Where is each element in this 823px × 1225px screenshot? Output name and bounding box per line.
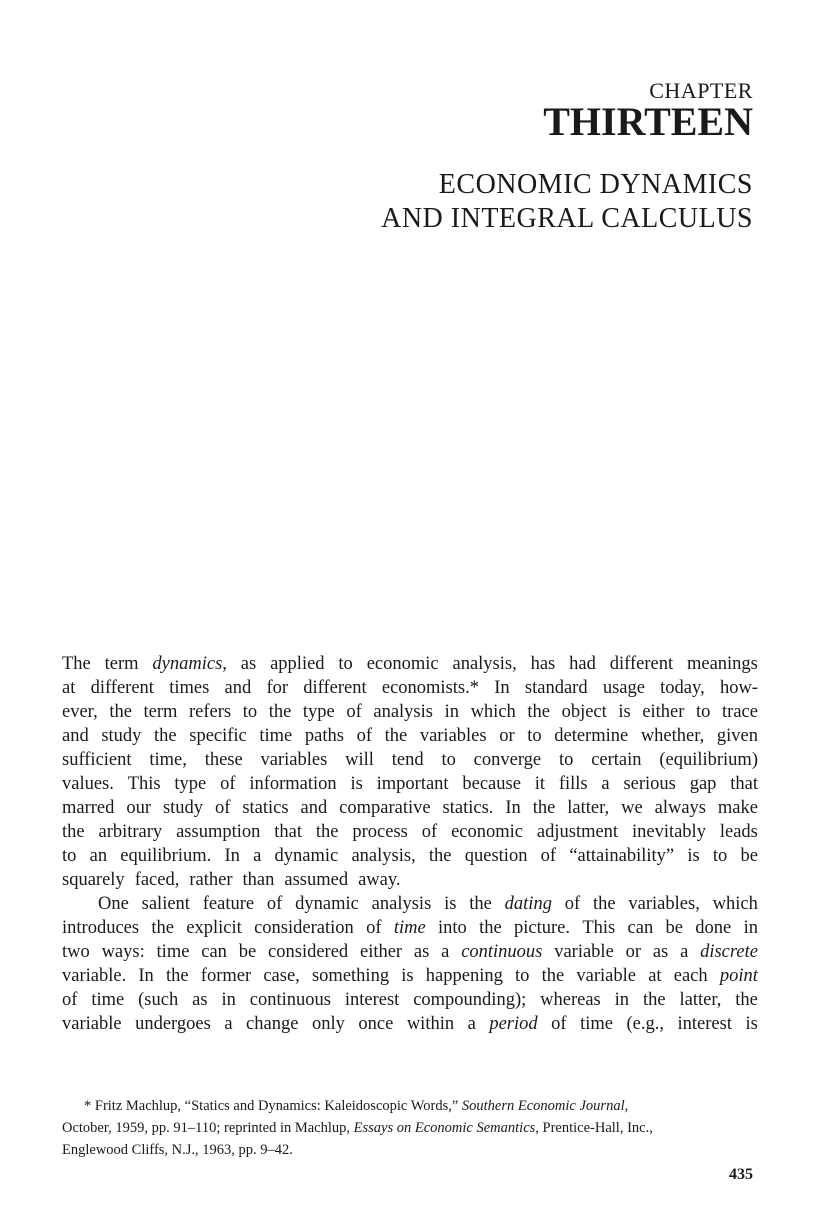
word: will [345,750,374,770]
word: that [274,822,302,842]
word: only [311,1014,345,1034]
word: introduces [62,918,140,938]
word: trace [722,702,758,722]
word: picture. [514,918,570,938]
footnote-text: * Fritz Machlup, “Statics and Dynamics: Kaleidoscopic Words,” [84,1098,462,1114]
word: type [302,702,335,722]
word: arbitrary [98,822,163,842]
word: analysis [371,894,432,914]
footnote-line-1 [62,1095,758,1117]
word: considered [268,942,349,962]
footnote-line-3: Englewood Cliffs, N.J., 1963, pp. 9–42. [62,1142,293,1158]
footnote-journal-title: Southern Economic Journal [461,1098,625,1114]
word: in [743,918,758,938]
word: gap [689,774,717,794]
word: feature [202,894,255,914]
word: In [224,846,240,866]
word: that [730,774,758,794]
word: time [156,942,190,962]
word: variables [419,726,487,746]
word: specific [189,726,247,746]
word: at [62,678,76,698]
word: for [266,678,289,698]
chapter-label: CHAPTER [649,78,753,103]
word: change [246,1014,299,1034]
word: always [654,798,706,818]
word: is [444,894,457,914]
word: the [469,894,492,914]
word: determine [554,726,629,746]
word: different [609,654,674,674]
word: as [192,990,208,1010]
word: is [618,702,631,722]
word: “attainability” [569,846,675,866]
word: as [652,942,669,962]
word: variable. [62,966,127,986]
word: our [126,798,151,818]
word: study [162,798,204,818]
word: each [673,966,708,986]
paragraph-2 [62,892,758,1036]
word: time [259,726,293,746]
word: adjustment [536,822,619,842]
word: whereas [540,990,601,1010]
word: or [625,942,642,962]
word: of [366,918,382,938]
word: of [346,702,362,722]
word: had [569,654,596,674]
word: serious [623,774,676,794]
word: in [221,990,236,1010]
text-line [62,844,758,868]
word: as [413,942,430,962]
word: variable [576,966,636,986]
chapter-title [381,168,753,236]
word: the [154,726,177,746]
word: different [90,678,154,698]
word: times [169,678,210,698]
word: at [648,966,662,986]
word: time [580,1014,613,1034]
word: paths [304,726,344,746]
word: analysis, [452,654,517,674]
word: than [242,870,275,890]
word: consideration [254,918,354,938]
word: a [467,1014,476,1034]
word: question [464,846,528,866]
word: In [505,798,521,818]
word: once [358,1014,394,1034]
word: a [441,942,450,962]
word: the [268,702,292,722]
word: interest [344,990,400,1010]
word: equilibrium. [120,846,212,866]
word: the [166,966,189,986]
word: ever, [62,702,98,722]
footnote-line-2 [62,1117,758,1139]
word: of [356,726,372,746]
word: be [740,846,758,866]
text-line [62,676,758,700]
word: usage [602,678,645,698]
word: variable [62,1014,122,1034]
word: point [719,966,758,986]
word: to [515,966,530,986]
word: make [717,798,758,818]
page-number: 435 [729,1166,753,1183]
footnote [62,1095,758,1161]
word: to [62,846,77,866]
word: fills [558,774,588,794]
footnote-book-title: Essays on Economic Semantics [353,1120,536,1136]
text-line [62,700,758,724]
word: to [712,846,728,866]
word: of [564,894,581,914]
word: to [242,702,258,722]
word: leads [719,822,758,842]
word: applied [270,654,325,674]
word: faced, [134,870,180,890]
word: type [174,774,207,794]
word: former [200,966,252,986]
word: latter, [679,990,722,1010]
text-line [62,892,758,916]
word: given [716,726,758,746]
word: whether, [640,726,705,746]
word: period [489,1014,538,1034]
word: and [224,678,252,698]
word: standard [524,678,588,698]
word: discrete [700,942,758,962]
word: variables [260,750,328,770]
word: term [143,702,178,722]
word: which [470,702,516,722]
word: a [601,774,610,794]
word: because [462,774,521,794]
word: the [593,894,616,914]
word: a [680,942,689,962]
word: continuous [461,942,543,962]
word: ways: [101,942,145,962]
word: two [62,942,90,962]
word: refers [189,702,232,722]
word: the [384,726,408,746]
word: statics. [442,798,494,818]
word: of [220,774,236,794]
word: be [665,918,683,938]
word: can [627,918,654,938]
paragraph-1 [62,652,758,892]
word: is [745,1014,758,1034]
word: In [138,966,154,986]
word: is [687,846,700,866]
word: the [109,702,132,722]
word: dynamics, [152,654,227,674]
word: economists.* [381,678,479,698]
word: the [315,822,339,842]
word: different [303,678,367,698]
word: (such [138,990,179,1010]
word: these [204,750,243,770]
word: variables, [628,894,700,914]
word: One [98,894,129,914]
chapter-title-line-2: AND INTEGRAL CALCULUS [381,203,753,234]
word: dating [504,894,552,914]
word: This [582,918,616,938]
word: process [352,822,408,842]
word: analysis, [351,846,416,866]
word: away. [358,870,401,890]
word: compounding); [413,990,527,1010]
word: the [527,702,550,722]
word: In [494,678,510,698]
word: case, [263,966,300,986]
word: as [240,654,257,674]
word: to [441,750,456,770]
word: which [712,894,758,914]
word: sufficient [62,750,132,770]
body-text [62,652,758,1036]
text-line [62,988,758,1012]
word: (e.g., [626,1014,665,1034]
word: and [62,726,89,746]
word: how- [719,678,758,698]
word: happening [425,966,503,986]
word: This [127,774,161,794]
text-line [62,964,758,988]
word: salient [141,894,190,914]
word: comparative [339,798,431,818]
word: term [104,654,139,674]
word: the [151,918,174,938]
word: the [428,846,452,866]
word: information [249,774,337,794]
word: today, [660,678,705,698]
word: assumed [284,870,349,890]
word: of [421,822,438,842]
word: squarely [62,870,125,890]
word: explicit [186,918,242,938]
word: values. [62,774,114,794]
chapter-title-line-1: ECONOMIC DYNAMICS [438,169,753,200]
word: to [527,726,542,746]
word: inevitably [631,822,706,842]
word: certain [591,750,642,770]
word: either [642,702,685,722]
word: of [540,846,557,866]
word: a [224,1014,233,1034]
word: analysis [373,702,433,722]
word: variable [554,942,614,962]
word: a [253,846,262,866]
word: assumption [176,822,261,842]
word: statics [242,798,289,818]
word: is [350,774,363,794]
word: economic [366,654,439,674]
text-line [62,748,758,772]
word: time [91,990,125,1010]
word: can [201,942,227,962]
word: time [393,918,426,938]
word: in [614,990,630,1010]
word: the [541,966,565,986]
word: latter, [567,798,610,818]
word: The [62,654,91,674]
text-line [62,868,758,892]
footnote-text: , [624,1098,629,1114]
word: converge [473,750,542,770]
text-line [62,724,758,748]
text-line [62,820,758,844]
word: we [621,798,643,818]
word: has [530,654,556,674]
word: continuous [249,990,331,1010]
word: undergoes [135,1014,211,1034]
word: the [62,822,85,842]
word: of [62,990,78,1010]
text-line [62,940,758,964]
chapter-number: THIRTEEN [543,99,753,144]
word: of [266,894,283,914]
word: of [214,798,231,818]
footnote-text: , Prentice-Hall, Inc., [535,1120,653,1136]
word: into [437,918,467,938]
word: to [558,750,574,770]
word: marred [62,798,115,818]
word: important [376,774,449,794]
word: economic [451,822,523,842]
word: done [695,918,732,938]
word: interest [677,1014,732,1034]
word: dynamic [295,894,359,914]
word: the [642,990,666,1010]
word: the [735,990,758,1010]
word: to [696,702,711,722]
text-line [62,796,758,820]
word: something [311,966,390,986]
word: or [499,726,515,746]
word: the [532,798,556,818]
word: within [406,1014,455,1034]
word: of [551,1014,567,1034]
word: rather [189,870,233,890]
word: object [561,702,607,722]
word: and [300,798,328,818]
word: to [338,654,353,674]
text-line [62,916,758,940]
word: in [444,702,459,722]
word: dynamic [274,846,339,866]
word: time, [149,750,187,770]
text-line [62,652,758,676]
word: be [238,942,257,962]
word: either [359,942,403,962]
text-line [62,772,758,796]
footnote-text: October, 1959, pp. 91–110; reprinted in Machlup, [62,1120,354,1136]
word: an [89,846,108,866]
word: it [534,774,546,794]
word: tend [391,750,424,770]
word: (equilibrium) [659,750,758,770]
word: study [101,726,142,746]
word: is [401,966,414,986]
word: the [479,918,502,938]
word: meanings [686,654,758,674]
text-line [62,1012,758,1036]
